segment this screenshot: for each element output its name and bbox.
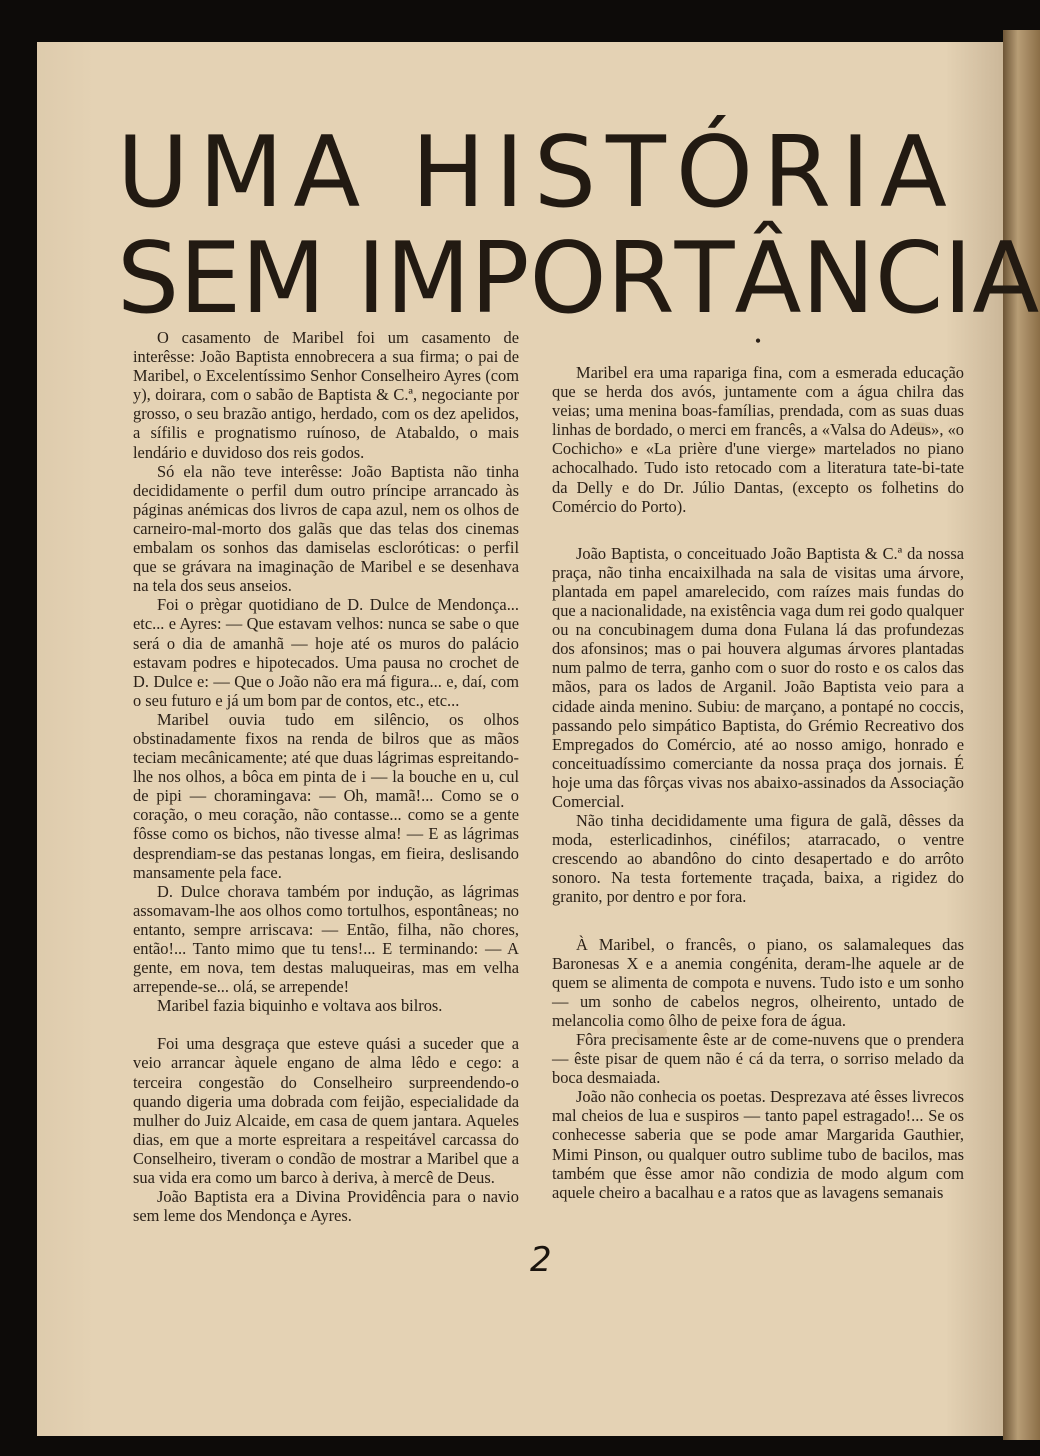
title-letter: A xyxy=(879,116,947,230)
title-letter: Ó xyxy=(675,116,753,230)
title-letter: Â xyxy=(734,222,802,336)
magazine-page xyxy=(37,42,1040,1436)
title-letter: P xyxy=(470,222,530,336)
title-letter: A xyxy=(293,116,361,230)
article-column-left xyxy=(133,328,519,1225)
paragraph: João Baptista, o conceituado João Baptista & C.ª da nossa praça, não tinha encaixilhada na sala de visitas uma árvore, plantada em papel amarelecido, com raízes mais fundas do que a nacionalidade, na existência vaga dum rei godo qualquer ou na concubinagem duma dona Fulana lá das profundezas dos afonsinos; mas o pai houvera algumas árvores plantadas num palmo de terra, ganho com o suor do rosto e os calos das mãos, para os lados de Arganil. João Baptista veio para a cidade ainda menino. Subiu: de marçano, a pontapé no coccis, passando pelo simpático Baptista, do Grémio Recreativo dos Empregados do Comércio, até ao nosso amigo, honrado e conceituadíssimo comerciante da nossa praça dos jornais. É hoje uma das fôrças vivas nos abaixo-assinados da Associação Comercial. xyxy=(552,543,964,811)
title-line-1 xyxy=(117,116,947,230)
paragraph: Foi uma desgraça que esteve quási a suceder que a veio arrancar àquele engano de alma lêdo e cego: a terceira congestão do Conselheiro surpreendendo-o quando digeria uma dobrada com feijão, especialidade da mulher do Juiz Alcaide, em casa de quem jantara. Aqueles dias, em que a morte espreitara a respeitável carcassa do Conselheiro, tiveram o condão de mostrar a Maribel que a sua vida era como um barco à deriva, à mercê de Deus. xyxy=(133,1034,519,1188)
title-letter: R xyxy=(762,116,832,230)
paragraph: Não tinha decididamente uma figura de galã, dêsses da moda, esterlicadinhos, cinéfilos; atarracado, o ventre crescendo ao abandôno do cinto desapertado e do arrôto sonoro. Na testa fortemente traçada, baixa, a rigidez do granito, por dentro e por fora. xyxy=(552,811,964,907)
title-line-2 xyxy=(117,222,1040,336)
title-letter: H xyxy=(411,116,486,230)
title-letter xyxy=(326,230,357,328)
title-letter: N xyxy=(801,222,875,336)
title-letter: A xyxy=(972,222,1040,336)
title-letter: S xyxy=(533,116,597,230)
page-number: 2 xyxy=(530,1240,552,1280)
paragraph: Maribel fazia biquinho e voltava aos bilros. xyxy=(157,996,443,1016)
title-letter: E xyxy=(179,222,242,336)
title-letter: T xyxy=(606,116,666,230)
title-letter: I xyxy=(943,222,973,336)
title-letter: M xyxy=(198,116,284,230)
paragraph: D. Dulce chorava também por indução, as lágrimas assomavam-lhe aos olhos como tortulhos, espontâneas; no entanto, sempre arriscava: — Então, filha, não chores, então!... Tanto mimo que tu tens!... E terminando: — A gente, em nova, tem destas maluqueiras, mas em velha arrepende-se... olá, se arrepende! xyxy=(133,881,519,997)
title-letter: T xyxy=(674,222,735,336)
paragraph: Foi o prègar quotidiano de D. Dulce de Mendonça... etc... e Ayres: — Que estavam velhos: nunca se sabe o que será o dia de amanhã — hoje até os muros do palácio estavam podres e hipotecados. Uma pausa no crochet de D. Dulce e: — Que o João não era má figura... e, daí, com o seu futuro e já um bom par de contos, etc., etc... xyxy=(133,595,519,710)
section-separator: • xyxy=(754,331,762,351)
title-letter: U xyxy=(117,116,189,230)
title-letter: R xyxy=(606,222,675,336)
title-letter: I xyxy=(840,116,870,230)
paragraph: À Maribel, o francês, o piano, os salamaleques das Baronesas X e a anemia congénita, deram-lhe aquele ar de quem se alimenta de compota e nuvens. Tudo isto e um sonho — um sonho de cabelos negros, olheirento, untado de melancolia como ôlho de peixe fora de água. xyxy=(552,934,964,1030)
paragraph: Só ela não teve interêsse: João Baptista não tinha decididamente o perfil dum outro príncipe arrancado às páginas anémicas dos livros de capa azul, nem os olhos de carneiro-mal-morto dos galãs que das telas dos cinemas embalam os sonhos das damiselas escloróticas: o perfil que se grávara na imaginação de Maribel e se desenhava na tela dos seus anseios. xyxy=(133,461,519,596)
paragraph: Maribel era uma rapariga fina, com a esmerada educação que se herda dos avós, juntamente com a água chilra das veias; uma menina boas-famílias, prendada, com as suas duas linhas de bordado, o merci em francês, a «Valsa do Adeus», «o Cochicho» e «La prière d'une vierge» martelados no piano achocalhado. Tudo isto retocado com a literatura tate-bi-tate da Delly e do Dr. Júlio Dantas, (excepto os folhetins do Comércio do Porto). xyxy=(552,363,964,516)
title-letter xyxy=(370,124,401,222)
paragraph: O casamento de Maribel foi um casamento de interêsse: João Baptista ennobrecera a sua firma; o pai de Maribel, o Excelentíssimo Senhor Conselheiro Ayres (com y), doirara, com o sabão de Baptista & C.ª, negociante por grosso, o seu brazão antigo, herdado, com os dez apelidos, a sífilis e prognatismo ruínoso, de Atabaldo, o mais lendário e duvidoso dos reis godos. xyxy=(133,328,519,462)
title-letter: I xyxy=(356,222,386,336)
paragraph: João não conhecia os poetas. Desprezava até êsses livrecos mal cheios de lua e suspiros — tanto papel estragado!... Se os conhecesse saberia que se pode amar Margarida Gauthier, Mimi Pinson, ou qualquer outro sublime tubo de bacilos, mas também que êsse amor não condizia de modo algum com aquele cheiro a bacalhau e a ratos que as lavagens semanais xyxy=(552,1087,964,1202)
article-column-right xyxy=(552,325,964,1202)
paragraph: João Baptista era a Divina Providência para o navio sem leme dos Mendonça e Ayres. xyxy=(133,1187,519,1226)
paragraph: Fôra precisamente êste ar de come-nuvens que o prendera — êste pisar de quem não é cá da terra, o sorriso melado da boca desmaiada. xyxy=(552,1030,964,1088)
title-letter: M xyxy=(385,222,471,336)
title-letter: M xyxy=(241,222,326,336)
title-letter: O xyxy=(529,222,607,336)
title-letter: I xyxy=(494,116,524,230)
title-letter: C xyxy=(874,222,944,336)
title-letter: S xyxy=(117,222,180,336)
paragraph: Maribel ouvia tudo em silêncio, os olhos obstinadamente fixos na renda de bilros que as mãos teciam mecânicamente; até que duas lágrimas espreitando-lhe nos olhos, a bôca em pinta de i — la bouche en u, cul de pipi — choramingava: — Oh, mamã!... Como se o coração, o meu coração, não contasse... como se a gente fôsse como os bichos, não tivesse alma! — E as lágrimas desprendiam-se das pestanas longas, em fieira, deslisando mansamente pela face. xyxy=(133,709,519,882)
